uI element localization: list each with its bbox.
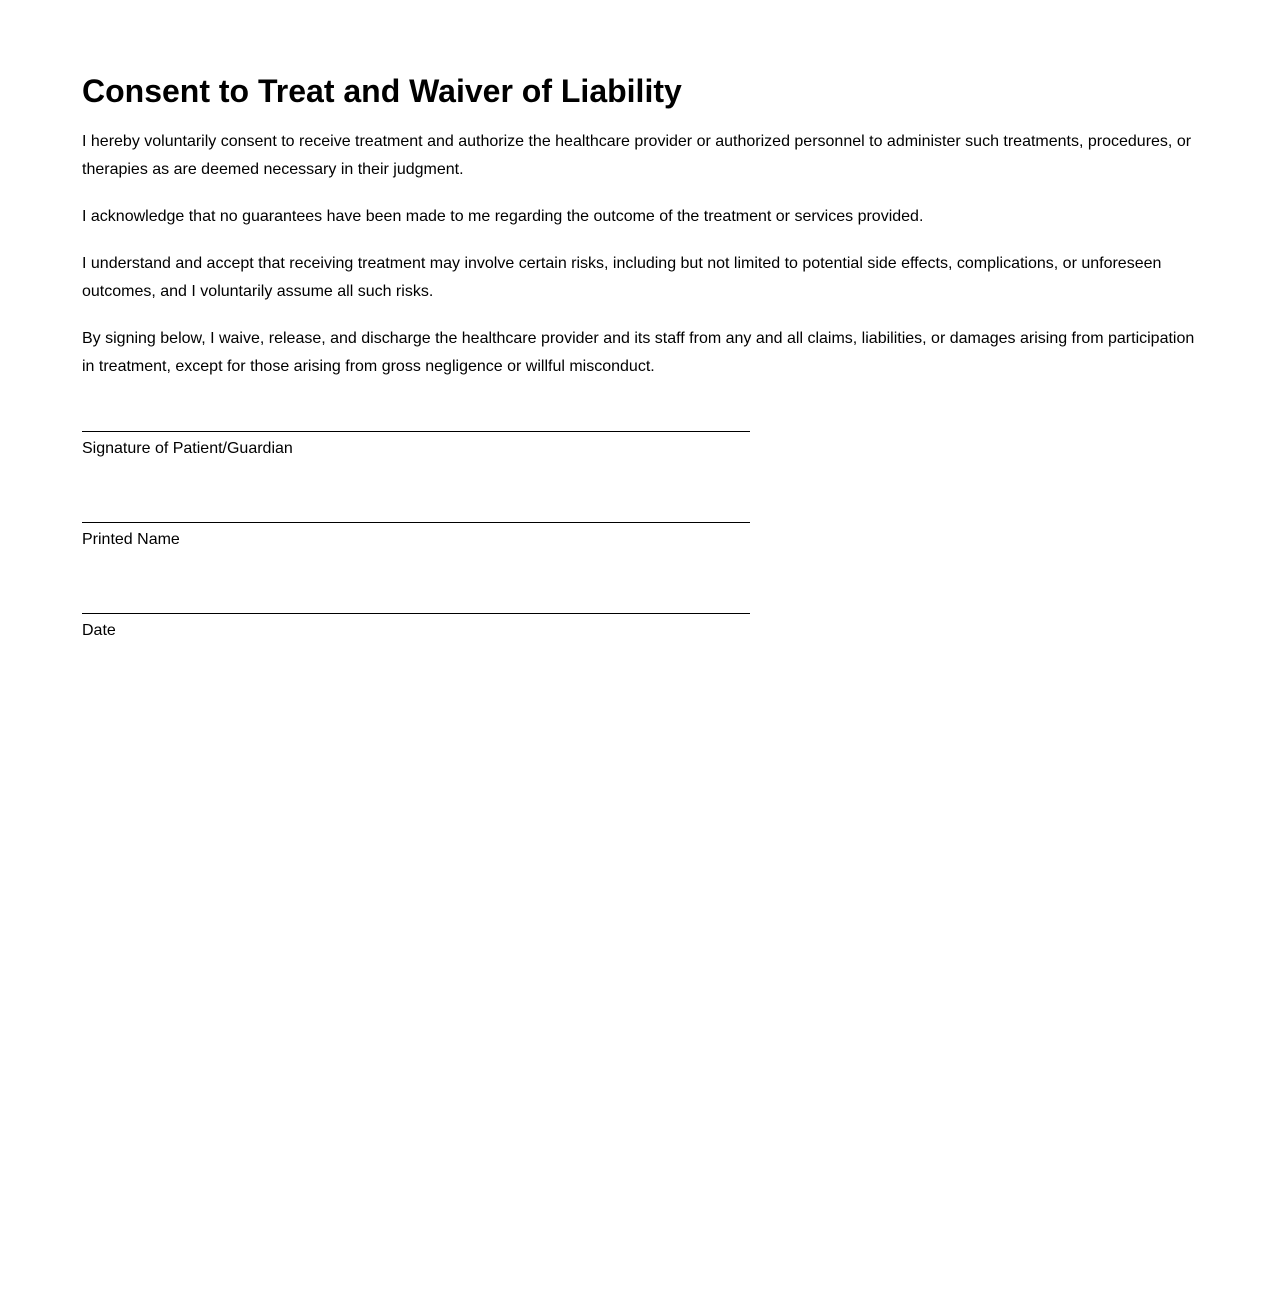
waiver-paragraph: By signing below, I waive, release, and discharge the healthcare provider and its staff from any and all claims, liabilities, or damages arising from participation in treatment, except for those arising from gross negligence or willful misconduct.	[82, 330, 1195, 375]
date-label: Date	[82, 622, 116, 639]
signature-field	[82, 431, 750, 459]
date-field	[82, 613, 750, 641]
consent-paragraph: I hereby voluntarily consent to receive treatment and authorize the healthcare provider or authorized personnel to administer such treatments, procedures, or therapies as are deemed necessary in their judgment.	[82, 133, 1192, 178]
signature-block	[82, 431, 1196, 641]
date-line	[82, 613, 750, 614]
printed-name-line	[82, 522, 750, 523]
printed-name-field	[82, 522, 750, 550]
printed-name-label: Printed Name	[82, 531, 180, 548]
signature-label: Signature of Patient/Guardian	[82, 440, 293, 457]
risk-acceptance-paragraph: I understand and accept that receiving treatment may involve certain risks, including but not limited to potential side effects, complications, or unforeseen outcomes, and I voluntarily assume all such risks.	[82, 255, 1162, 300]
document-title: Consent to Treat and Waiver of Liability	[82, 73, 682, 109]
no-guarantee-paragraph: I acknowledge that no guarantees have been made to me regarding the outcome of the treatment or services provided.	[82, 208, 924, 225]
signature-line	[82, 431, 750, 432]
